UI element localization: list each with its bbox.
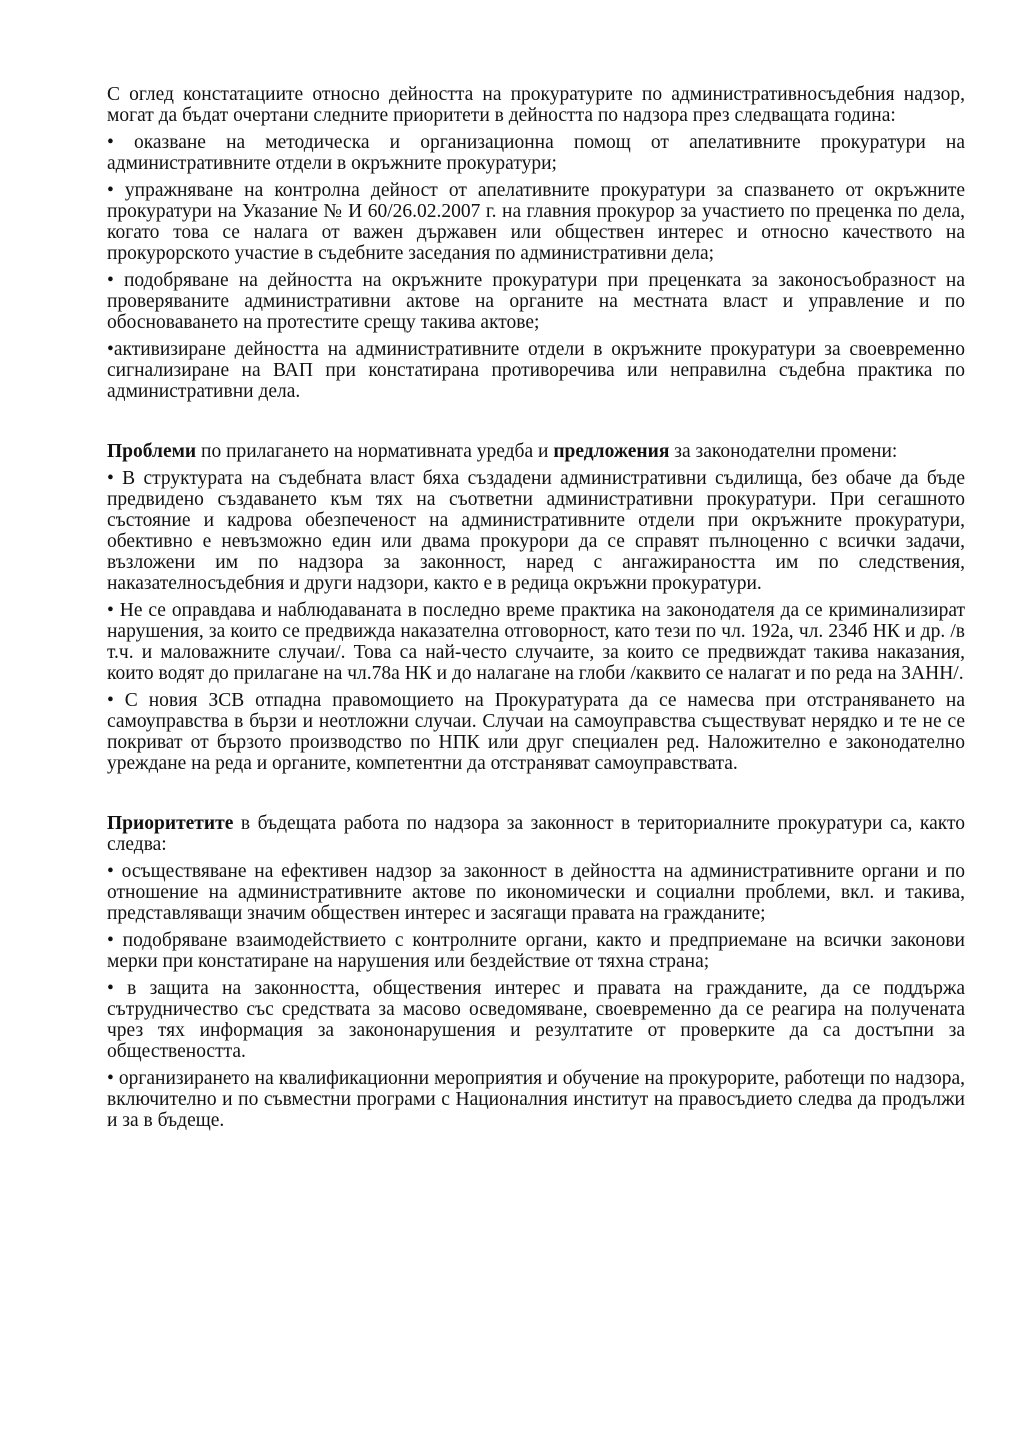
intro-item-4: •активизиране дейността на административните отдели в окръжните прокуратури за своевременно сигнализиране на ВАП при констатирана противоречива или неправилна съдебна практика по административни дела. [107,339,965,402]
problems-heading [107,441,965,462]
intro-item-2: • упражняване на контролна дейност от апелативните прокуратури за спазването от окръжните прокуратури на Указание № И 60/26.02.2007 г. на главния прокурор за участието по преценка по дела, когато това се налага от важен държавен или обществен интерес и относно качеството на прокурорското участие в съдебните заседания по административни дела; [107,180,965,264]
problems-item-1: • В структурата на съдебната власт бяха създадени административни съдилища, без обаче да бъде предвидено създаването към тях на съответни административни прокуратури. При сегашното състояние и кадрова обезпеченост на административните отдели при окръжните прокуратури, обективно е невъзможно един или двама прокурори да се справят пълноценно с всички задачи, възложени им по надзора за законност, наред с ангажираността им по следствения, наказателносъдебния и други надзори, както е в редица окръжни прокуратури. [107,468,965,594]
section-spacer [107,780,965,813]
priorities-heading-text: в бъдещата работа по надзора за законност в териториалните прокуратури са, както следва: [107,813,965,855]
intro-item-1: • оказване на методическа и организационна помощ от апелативните прокуратури на административните отдели в окръжните прокуратури; [107,132,965,174]
problems-heading-bold-1: Проблеми [107,441,197,462]
problems-heading-bold-2: предложения [553,441,670,462]
problems-item-3: • С новия ЗСВ отпадна правомощието на Прокуратурата да се намесва при отстраняването на самоуправства в бързи и неотложни случаи. Случаи на самоуправства съществуват нерядко и те не се покриват от бързото производство по НПК или друг специален ред. Наложително е законодателно уреждане на реда и органите, компетентни да отстраняват самоуправствата. [107,690,965,774]
intro-item-3: • подобряване на дейността на окръжните прокуратури при преценката за законосъобразност на проверяваните административни актове на органите на местната власт и управление и по обосноваването на протестите срещу такива актове; [107,270,965,333]
document-page [107,84,965,1137]
problems-heading-text-2: за законодателни промени: [669,441,898,462]
priorities-item-3: • в защита на законността, обществения интерес и правата на гражданите, да се поддържа сътрудничество със средствата за масово осведомяване, своевременно да се реагира на получената чрез тях информация за закононарушения и резултатите от проверките да са достъпни за обществеността. [107,978,965,1062]
priorities-item-2: • подобряване взаимодействието с контролните органи, както и предприемане на всички законови мерки при констатиране на нарушения или бездействие от тяхна страна; [107,930,965,972]
priorities-heading-bold: Приоритетите [107,813,234,834]
problems-heading-text-1: по прилагането на нормативната уредба и [196,441,554,462]
priorities-item-4: • организирането на квалификационни мероприятия и обучение на прокурорите, работещи по надзора, включително и по съвместни програми с Националния институт на правосъдието следва да продължи и за в бъдеще. [107,1068,965,1131]
intro-paragraph: С оглед констатациите относно дейността на прокуратурите по административносъдебния надзор, могат да бъдат очертани следните приоритети в дейността по надзора през следващата година: [107,84,965,126]
priorities-heading [107,813,965,855]
section-spacer [107,408,965,441]
problems-item-2: • Не се оправдава и наблюдаваната в последно време практика на законодателя да се криминализират нарушения, за които се предвижда наказателна отговорност, като тези по чл. 192а, чл. 234б НК и др. /в т.ч. и маловажните случаи/. Това са най-често случаите, за които се предвиждат такива наказания, които водят до прилагане на чл.78а НК и до налагане на глоби /каквито се налагат и по реда на ЗАНН/. [107,600,965,684]
priorities-item-1: • осъществяване на ефективен надзор за законност в дейността на административните органи и по отношение на административните актове по икономически и социални проблеми, вкл. и такива, представляващи значим обществен интерес и засягащи правата на гражданите; [107,861,965,924]
